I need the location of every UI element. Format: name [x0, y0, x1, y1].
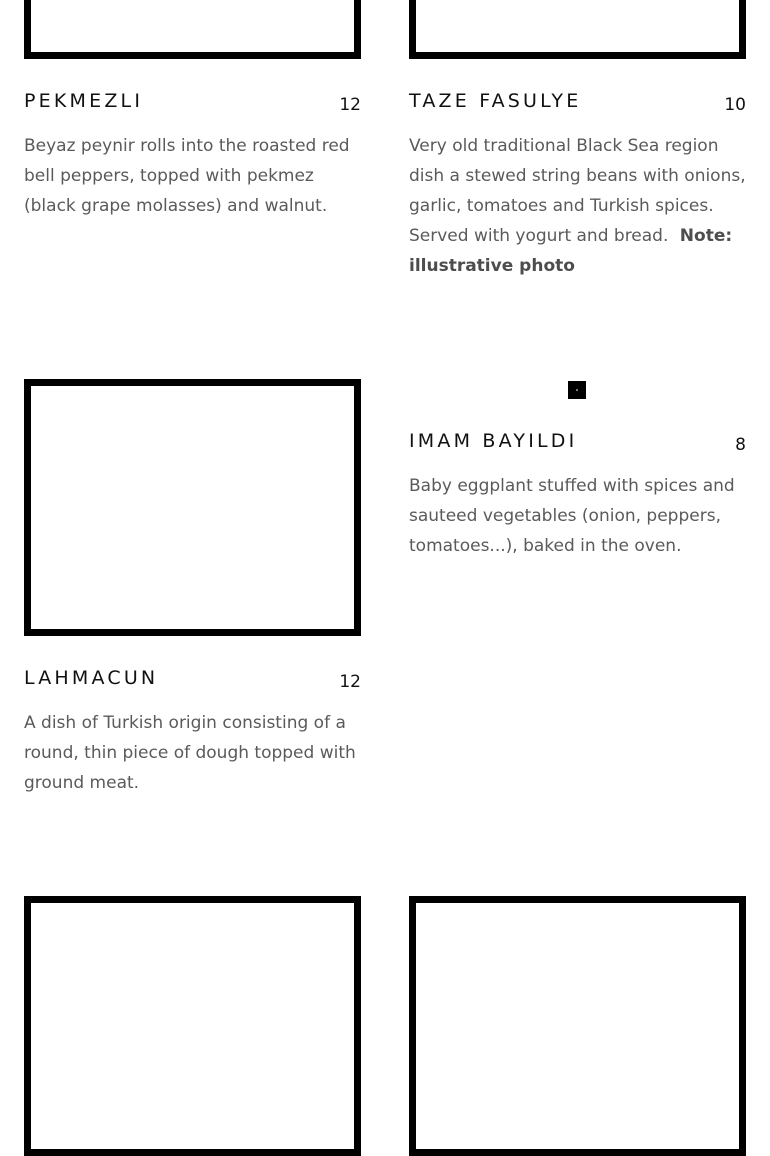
- taze-fasulye-image: [409, 0, 746, 59]
- item-description: Baby eggplant stuffed with spices and sauteed vegetables (onion, peppers, tomatoes...), baked in the oven.: [409, 476, 735, 556]
- item-description-text: Very old traditional Black Sea region dish a stewed string beans with onions, garlic, tomatoes and Turkish spices. Served with yogurt and bread.: [409, 136, 746, 246]
- item-description: A dish of Turkish origin consisting of a round, thin piece of dough topped with ground meat.: [24, 713, 356, 793]
- item-price: 12: [339, 95, 361, 115]
- item-name: PEKMEZLI: [24, 90, 144, 112]
- imam-bayildi-image: [568, 381, 586, 399]
- menu-item-image: [409, 896, 746, 1156]
- item-name: LAHMACUN: [24, 667, 159, 689]
- menu-item-image: [24, 896, 361, 1156]
- item-note: Note: illustrative photo: [409, 226, 733, 276]
- item-price: 8: [735, 435, 746, 455]
- item-name: TAZE FASULYE: [409, 90, 582, 112]
- item-description: Beyaz peynir rolls into the roasted red bell peppers, topped with pekmez (black grape molasses) and walnut.: [24, 136, 350, 216]
- item-name: IMAM BAYILDI: [409, 430, 578, 452]
- item-description: [409, 131, 754, 281]
- lahmacun-image: [24, 379, 361, 636]
- item-price: 12: [339, 672, 361, 692]
- pekmezli-image: [24, 0, 361, 59]
- item-price: 10: [724, 95, 746, 115]
